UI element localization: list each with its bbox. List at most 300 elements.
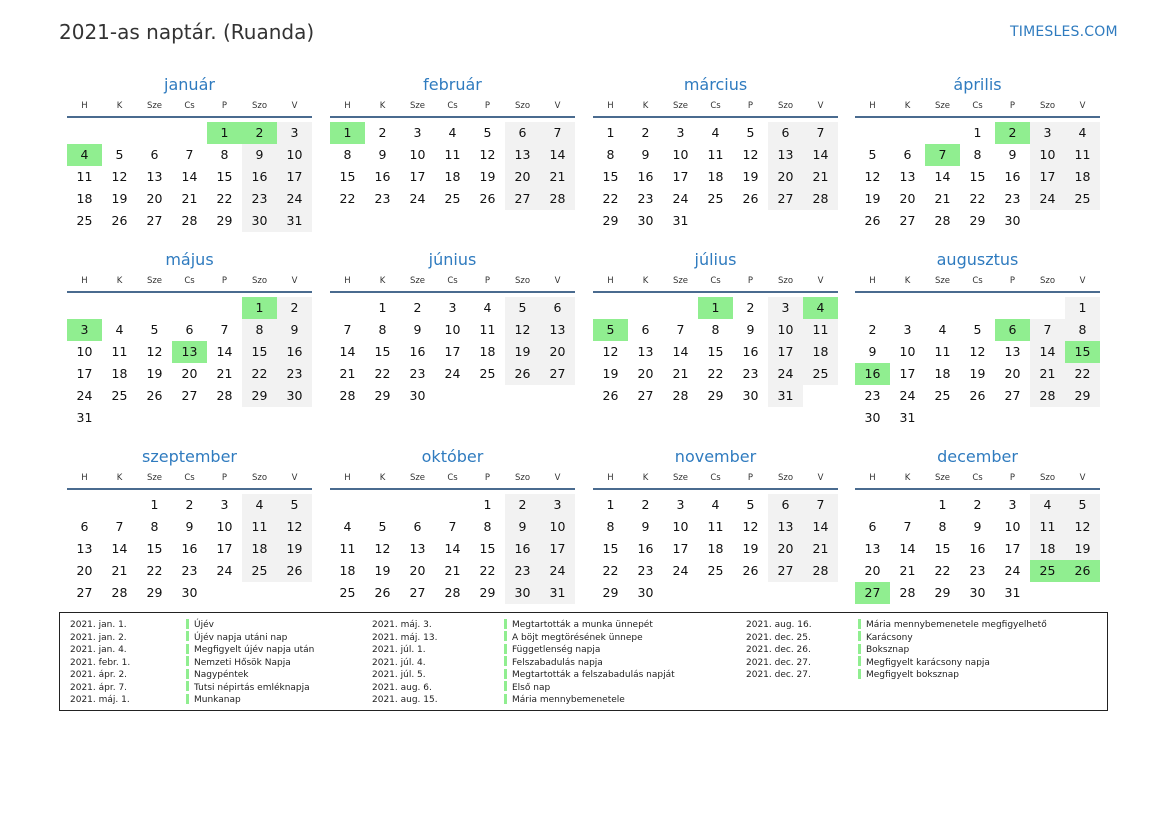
day-cell: 24 xyxy=(672,563,689,578)
empty-cell xyxy=(172,297,207,319)
weekday-label: H xyxy=(81,276,88,286)
weekday-label: V xyxy=(817,101,824,111)
day-cell: 13 xyxy=(864,541,881,556)
day-cell: 14 xyxy=(111,541,128,556)
day-cell: 28 xyxy=(803,560,838,582)
weekday-label: H xyxy=(81,101,88,111)
weekday-label: P xyxy=(484,276,491,286)
day-cell: 5 xyxy=(746,497,755,512)
legend-dates-column xyxy=(746,619,812,682)
day-cell: 5 xyxy=(973,322,982,337)
weekday-label: V xyxy=(291,473,298,483)
day-cell: 24 xyxy=(540,560,575,582)
day-cell: 28 xyxy=(216,388,233,403)
holiday-marker xyxy=(186,619,189,629)
day-cell: 31 xyxy=(540,582,575,604)
day-cell: 23 xyxy=(242,188,277,210)
day-cell: 1 xyxy=(1065,297,1100,319)
month-name: február xyxy=(423,75,482,94)
day-cell: 14 xyxy=(1030,341,1065,363)
day-cell: 4 xyxy=(448,125,457,140)
header-rule xyxy=(67,488,312,490)
day-cell: 24 xyxy=(768,363,803,385)
empty-cell xyxy=(855,297,890,319)
day-cell: 6 xyxy=(505,122,540,144)
legend-entry xyxy=(186,682,314,695)
day-cell: 21 xyxy=(111,563,128,578)
day-cell: 3 xyxy=(540,494,575,516)
day-cell: 3 xyxy=(413,125,422,140)
day-cell: 17 xyxy=(76,366,93,381)
day-cell: 28 xyxy=(803,188,838,210)
empty-cell xyxy=(67,297,102,319)
day-cell: 5 xyxy=(483,125,492,140)
weekday-label: Sze xyxy=(934,101,951,111)
day-cell: 31 xyxy=(76,410,93,425)
holiday-marker xyxy=(858,656,861,666)
header-rule xyxy=(67,116,312,118)
day-cell: 12 xyxy=(742,147,759,162)
empty-cell xyxy=(593,297,628,319)
day-cell: 25 xyxy=(76,213,93,228)
day-cell: 12 xyxy=(111,169,128,184)
weekday-label: H xyxy=(344,101,351,111)
day-cell: 27 xyxy=(181,388,198,403)
day-cell: 2 xyxy=(973,497,982,512)
day-cell: 8 xyxy=(242,319,277,341)
day-cell: 26 xyxy=(602,388,619,403)
legend-names-column xyxy=(504,619,675,707)
holiday-marker xyxy=(504,631,507,641)
weekday-label: K xyxy=(116,276,123,286)
day-cell: 16 xyxy=(181,541,198,556)
month-name: szeptember xyxy=(141,447,237,466)
weekday-label: Sze xyxy=(672,276,689,286)
weekday-header xyxy=(855,468,1100,488)
day-cell: 8 xyxy=(343,147,352,162)
day-cell: 1 xyxy=(938,497,947,512)
legend-holiday-name: Mária mennybemenetele megfigyelhető xyxy=(866,620,1047,630)
day-cell: 11 xyxy=(76,169,93,184)
day-cell: 14 xyxy=(339,344,356,359)
day-cell: 9 xyxy=(413,322,422,337)
weekday-label: P xyxy=(484,101,491,111)
weekday-label: Cs xyxy=(972,473,983,483)
day-cell: 2 xyxy=(185,497,194,512)
holiday-day-cell: 1 xyxy=(207,122,242,144)
day-cell: 16 xyxy=(637,541,654,556)
day-cell: 25 xyxy=(339,585,356,600)
day-grid xyxy=(67,297,312,429)
day-cell: 23 xyxy=(277,363,312,385)
weekday-label: K xyxy=(116,101,123,111)
day-cell: 19 xyxy=(969,366,986,381)
weekday-label: V xyxy=(1079,473,1086,483)
day-cell: 14 xyxy=(803,144,838,166)
day-cell: 23 xyxy=(409,366,426,381)
day-cell: 15 xyxy=(339,169,356,184)
empty-cell xyxy=(663,297,698,319)
legend-date: 2021. dec. 26. xyxy=(746,645,811,655)
day-cell: 19 xyxy=(1065,538,1100,560)
weekday-label: P xyxy=(1009,276,1016,286)
day-cell: 29 xyxy=(934,585,951,600)
legend-holiday-name: Megfigyelt boksznap xyxy=(866,670,959,680)
day-cell: 19 xyxy=(742,541,759,556)
weekday-label: K xyxy=(379,276,386,286)
day-grid xyxy=(67,494,312,604)
day-cell: 8 xyxy=(973,147,982,162)
weekday-label: Sze xyxy=(672,101,689,111)
day-cell: 26 xyxy=(111,213,128,228)
weekday-label: P xyxy=(221,101,228,111)
holiday-marker xyxy=(504,681,507,691)
day-cell: 16 xyxy=(505,538,540,560)
holiday-day-cell: 5 xyxy=(593,319,628,341)
weekday-header xyxy=(67,271,312,291)
day-cell: 31 xyxy=(277,210,312,232)
weekday-label: Cs xyxy=(184,473,195,483)
day-cell: 26 xyxy=(742,563,759,578)
day-cell: 29 xyxy=(969,213,986,228)
month-name: május xyxy=(165,250,214,269)
weekday-label: P xyxy=(1009,473,1016,483)
day-cell: 3 xyxy=(676,125,685,140)
day-cell: 28 xyxy=(444,585,461,600)
day-cell: 21 xyxy=(181,191,198,206)
day-cell: 5 xyxy=(868,147,877,162)
day-grid xyxy=(593,494,838,604)
weekday-label: P xyxy=(747,473,754,483)
day-cell: 30 xyxy=(969,585,986,600)
legend-date: 2021. ápr. 7. xyxy=(70,682,128,693)
day-cell: 24 xyxy=(76,388,93,403)
day-cell: 30 xyxy=(637,213,654,228)
weekday-header xyxy=(330,271,575,291)
day-cell: 9 xyxy=(242,144,277,166)
empty-cell xyxy=(855,122,890,144)
holiday-marker xyxy=(504,669,507,679)
day-cell: 9 xyxy=(378,147,387,162)
day-cell: 10 xyxy=(672,519,689,534)
day-cell: 11 xyxy=(707,519,724,534)
day-cell: 20 xyxy=(637,366,654,381)
month-name: november xyxy=(674,447,757,466)
day-cell: 22 xyxy=(216,191,233,206)
weekday-label: K xyxy=(116,473,123,483)
legend-holiday-name: Megtartották a munka ünnepét xyxy=(512,620,653,630)
day-cell: 11 xyxy=(339,541,356,556)
day-cell: 15 xyxy=(934,541,951,556)
day-cell: 22 xyxy=(479,563,496,578)
day-cell: 17 xyxy=(216,541,233,556)
day-cell: 18 xyxy=(242,538,277,560)
day-cell: 5 xyxy=(378,519,387,534)
day-cell: 13 xyxy=(768,516,803,538)
legend-entry xyxy=(504,632,675,645)
day-cell: 23 xyxy=(864,388,881,403)
day-cell: 1 xyxy=(973,125,982,140)
day-cell: 13 xyxy=(505,144,540,166)
legend-date: 2021. jan. 1. xyxy=(70,620,127,630)
day-cell: 25 xyxy=(934,388,951,403)
day-cell: 7 xyxy=(903,519,912,534)
day-cell: 24 xyxy=(672,191,689,206)
day-cell: 12 xyxy=(146,344,163,359)
day-cell: 12 xyxy=(479,147,496,162)
month-8 xyxy=(855,249,1100,429)
day-cell: 9 xyxy=(185,519,194,534)
day-grid xyxy=(855,297,1100,429)
day-cell: 11 xyxy=(111,344,128,359)
day-cell: 17 xyxy=(444,344,461,359)
day-cell: 17 xyxy=(540,538,575,560)
weekday-label: V xyxy=(554,276,561,286)
header-rule xyxy=(593,116,838,118)
header-rule xyxy=(593,291,838,293)
day-cell: 22 xyxy=(707,366,724,381)
legend-entry xyxy=(504,669,675,682)
month-3 xyxy=(593,74,838,232)
holiday-marker xyxy=(858,619,861,629)
day-cell: 15 xyxy=(479,541,496,556)
legend-date: 2021. júl. 1. xyxy=(372,645,426,655)
holiday-day-cell: 4 xyxy=(67,144,102,166)
empty-cell xyxy=(102,122,137,144)
day-cell: 19 xyxy=(146,366,163,381)
day-cell: 15 xyxy=(707,344,724,359)
day-cell: 20 xyxy=(181,366,198,381)
weekday-label: P xyxy=(747,101,754,111)
month-7 xyxy=(593,249,838,407)
empty-cell xyxy=(137,122,172,144)
day-cell: 11 xyxy=(242,516,277,538)
weekday-label: Szo xyxy=(514,276,531,286)
legend-dates-column xyxy=(70,619,130,707)
day-cell: 27 xyxy=(505,188,540,210)
holiday-marker xyxy=(858,644,861,654)
day-grid xyxy=(593,122,838,232)
day-cell: 26 xyxy=(505,363,540,385)
weekday-label: H xyxy=(869,473,876,483)
day-cell: 18 xyxy=(1065,166,1100,188)
legend-holiday-name: Munkanap xyxy=(194,695,241,705)
weekday-label: P xyxy=(221,473,228,483)
weekday-label: V xyxy=(554,473,561,483)
day-cell: 4 xyxy=(1065,122,1100,144)
day-cell: 30 xyxy=(409,388,426,403)
day-cell: 25 xyxy=(479,366,496,381)
day-cell: 12 xyxy=(277,516,312,538)
day-cell: 12 xyxy=(602,344,619,359)
weekday-label: K xyxy=(904,473,911,483)
legend-holiday-name: Felszabadulás napja xyxy=(512,657,603,668)
weekday-label: P xyxy=(484,473,491,483)
day-cell: 10 xyxy=(540,516,575,538)
day-cell: 29 xyxy=(479,585,496,600)
day-grid xyxy=(330,122,575,210)
holiday-marker xyxy=(504,644,507,654)
legend-holiday-name: Megfigyelt karácsony napja xyxy=(866,657,990,668)
weekday-label: K xyxy=(379,101,386,111)
day-cell: 24 xyxy=(899,388,916,403)
holiday-day-cell: 13 xyxy=(172,341,207,363)
month-10 xyxy=(330,446,575,604)
weekday-label: H xyxy=(607,473,614,483)
day-cell: 2 xyxy=(641,497,650,512)
weekday-header xyxy=(593,96,838,116)
weekday-label: V xyxy=(291,101,298,111)
day-cell: 31 xyxy=(672,213,689,228)
brand-link[interactable]: TIMESLES.COM xyxy=(1010,24,1118,40)
day-cell: 26 xyxy=(742,191,759,206)
day-cell: 16 xyxy=(374,169,391,184)
weekday-label: Cs xyxy=(972,276,983,286)
day-cell: 18 xyxy=(707,169,724,184)
day-cell: 3 xyxy=(768,297,803,319)
month-name: január xyxy=(164,75,215,94)
day-cell: 22 xyxy=(602,563,619,578)
day-cell: 7 xyxy=(185,147,194,162)
day-cell: 7 xyxy=(1030,319,1065,341)
day-cell: 6 xyxy=(540,297,575,319)
legend-date: 2021. dec. 27. xyxy=(746,670,811,680)
empty-cell xyxy=(365,494,400,516)
day-cell: 29 xyxy=(216,213,233,228)
weekday-label: Szo xyxy=(777,473,794,483)
day-cell: 3 xyxy=(448,300,457,315)
holiday-marker xyxy=(858,631,861,641)
day-cell: 26 xyxy=(146,388,163,403)
day-cell: 1 xyxy=(150,497,159,512)
day-cell: 14 xyxy=(934,169,951,184)
empty-cell xyxy=(102,297,137,319)
day-cell: 20 xyxy=(76,563,93,578)
day-cell: 7 xyxy=(676,322,685,337)
day-cell: 10 xyxy=(1004,519,1021,534)
day-cell: 6 xyxy=(768,494,803,516)
day-cell: 29 xyxy=(602,585,619,600)
month-4 xyxy=(855,74,1100,232)
weekday-label: Cs xyxy=(184,101,195,111)
day-cell: 14 xyxy=(899,541,916,556)
day-cell: 12 xyxy=(969,344,986,359)
weekday-label: K xyxy=(379,473,386,483)
day-cell: 7 xyxy=(220,322,229,337)
legend-entry xyxy=(504,694,675,707)
day-cell: 18 xyxy=(479,344,496,359)
weekday-label: H xyxy=(869,101,876,111)
weekday-header xyxy=(67,468,312,488)
holiday-day-cell: 1 xyxy=(242,297,277,319)
holiday-day-cell: 2 xyxy=(242,122,277,144)
weekday-label: K xyxy=(642,276,649,286)
legend-holiday-name: Függetlenség napja xyxy=(512,645,601,655)
legend-holiday-name: Boksznap xyxy=(866,645,910,655)
holiday-marker xyxy=(186,656,189,666)
day-cell: 21 xyxy=(934,191,951,206)
legend-entry xyxy=(186,632,314,645)
day-cell: 27 xyxy=(899,213,916,228)
weekday-label: H xyxy=(81,473,88,483)
day-cell: 2 xyxy=(277,297,312,319)
day-cell: 27 xyxy=(540,363,575,385)
header-rule xyxy=(855,488,1100,490)
holiday-marker xyxy=(504,694,507,704)
day-cell: 25 xyxy=(242,560,277,582)
empty-cell xyxy=(172,122,207,144)
day-cell: 19 xyxy=(505,341,540,363)
day-cell: 26 xyxy=(479,191,496,206)
day-cell: 23 xyxy=(969,563,986,578)
day-cell: 12 xyxy=(505,319,540,341)
weekday-header xyxy=(330,468,575,488)
weekday-label: Sze xyxy=(409,101,426,111)
empty-cell xyxy=(400,494,435,516)
weekday-header xyxy=(855,96,1100,116)
holiday-day-cell: 25 xyxy=(1030,560,1065,582)
holiday-marker xyxy=(186,681,189,691)
empty-cell xyxy=(1030,297,1065,319)
weekday-label: Cs xyxy=(710,101,721,111)
day-cell: 27 xyxy=(637,388,654,403)
day-grid xyxy=(67,122,312,232)
weekday-header xyxy=(855,271,1100,291)
day-cell: 25 xyxy=(1065,188,1100,210)
empty-cell xyxy=(137,297,172,319)
day-cell: 12 xyxy=(742,519,759,534)
empty-cell xyxy=(435,494,470,516)
header-rule xyxy=(855,291,1100,293)
empty-cell xyxy=(207,297,242,319)
weekday-label: P xyxy=(747,276,754,286)
day-cell: 22 xyxy=(242,363,277,385)
month-name: október xyxy=(421,447,484,466)
day-cell: 21 xyxy=(540,166,575,188)
day-cell: 16 xyxy=(742,344,759,359)
day-cell: 25 xyxy=(707,563,724,578)
holiday-day-cell: 4 xyxy=(803,297,838,319)
legend-date: 2021. aug. 15. xyxy=(372,695,438,705)
day-cell: 18 xyxy=(339,563,356,578)
day-cell: 9 xyxy=(1008,147,1017,162)
weekday-label: Szo xyxy=(514,473,531,483)
weekday-label: Szo xyxy=(777,101,794,111)
day-cell: 30 xyxy=(1004,213,1021,228)
day-cell: 14 xyxy=(444,541,461,556)
legend-date: 2021. febr. 1. xyxy=(70,657,131,668)
weekday-label: Szo xyxy=(514,101,531,111)
day-cell: 16 xyxy=(969,541,986,556)
day-cell: 21 xyxy=(803,166,838,188)
legend-date: 2021. aug. 16. xyxy=(746,620,812,630)
legend-entry xyxy=(858,644,1047,657)
day-cell: 4 xyxy=(242,494,277,516)
day-cell: 2 xyxy=(641,125,650,140)
month-name: április xyxy=(953,75,1002,94)
day-cell: 16 xyxy=(242,166,277,188)
legend-entry xyxy=(504,682,675,695)
day-cell: 5 xyxy=(115,147,124,162)
day-cell: 12 xyxy=(1065,516,1100,538)
day-cell: 30 xyxy=(181,585,198,600)
day-cell: 15 xyxy=(216,169,233,184)
day-cell: 28 xyxy=(111,585,128,600)
day-cell: 18 xyxy=(1030,538,1065,560)
day-cell: 8 xyxy=(711,322,720,337)
day-cell: 9 xyxy=(641,519,650,534)
legend-entry xyxy=(504,657,675,670)
